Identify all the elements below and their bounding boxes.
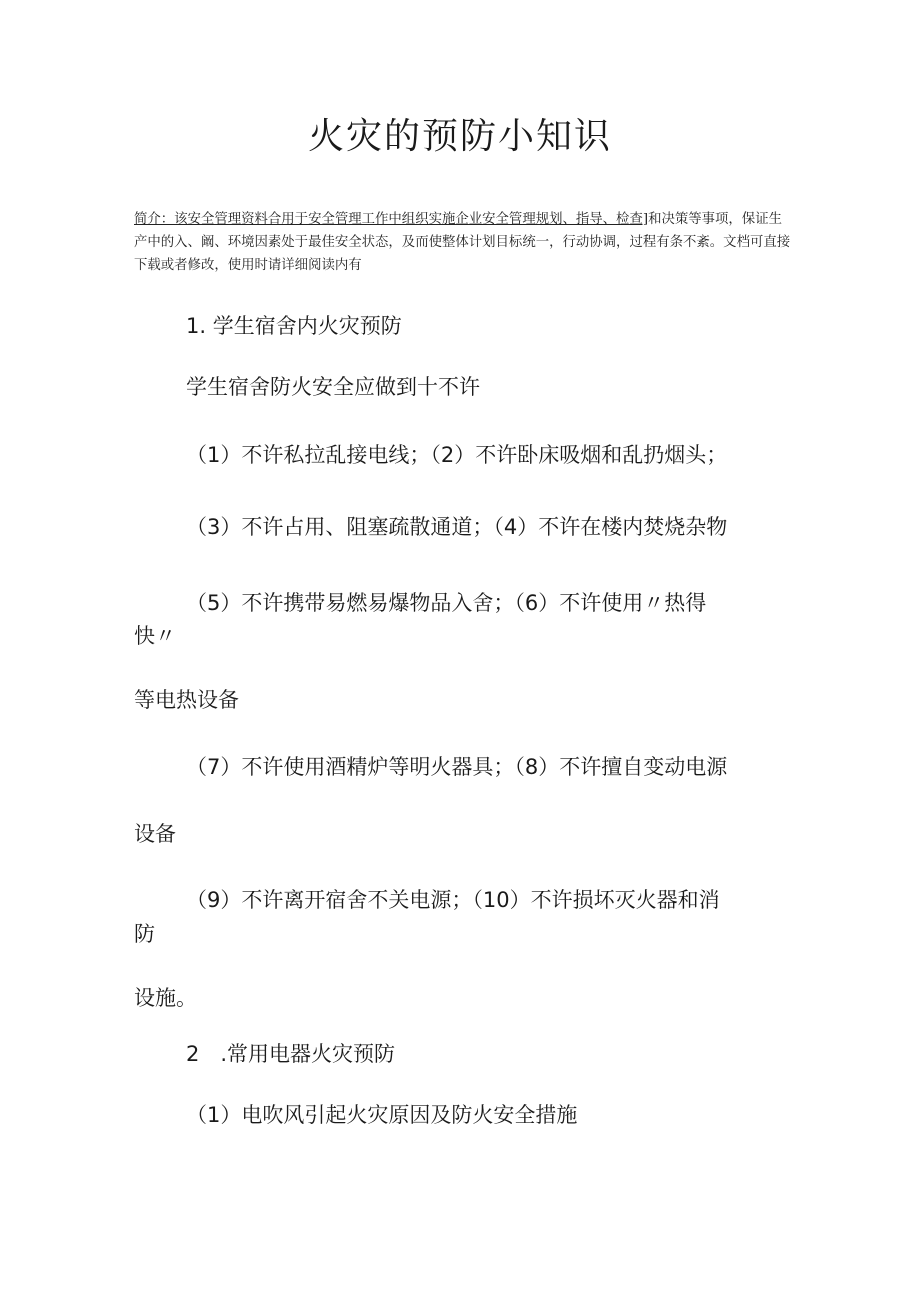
summary-text: 和决策等事项，保证生产中的入、阚、环境因素处于最佳安全状态，及而使整体计划目标统一，行动协调，过程有条不紊。文档可直接下载或者修改，使用时请详细阅读内有 (134, 212, 791, 273)
document-title: 火灾的预防小知识 (307, 116, 612, 157)
rules-line-4b: 设备 (134, 822, 176, 846)
summary-underlined-text: 简介：该安全管理资料合用于安全管理工作中组织实施企业安全管理规划、指导、检查] (134, 212, 649, 227)
rules-line-3b: 快〃 (134, 624, 176, 648)
section2-item-1: （1）电吹风引起火灾原因及防火安全措施 (186, 1103, 578, 1127)
rules-line-3c: 等电热设备 (134, 688, 239, 712)
section2-heading: 2 .常用电器火灾预防 (186, 1042, 396, 1066)
rules-line-3a: （5）不许携带易燃易爆物品入舍；（6）不许使用〃热得 (186, 591, 707, 615)
section1-subheading: 学生宿舍防火安全应做到十不许 (186, 375, 480, 399)
document-summary (134, 208, 794, 277)
rules-line-4a: （7）不许使用酒精炉等明火器具；（8）不许擅自变动电源 (186, 755, 728, 779)
rules-line-5a: （9）不许离开宿舍不关电源；（10）不许损坏灭火器和消 (186, 888, 720, 912)
rules-line-2: （3）不许占用、阻塞疏散通道；（4）不许在楼内焚烧杂物 (186, 515, 728, 539)
rules-line-1: （1）不许私拉乱接电线；（2）不许卧床吸烟和乱扔烟头； (186, 443, 728, 467)
rules-line-5c: 设施。 (134, 986, 197, 1010)
section1-heading: 1. 学生宿舍内火灾预防 (186, 314, 402, 338)
rules-line-5b: 防 (134, 922, 155, 946)
